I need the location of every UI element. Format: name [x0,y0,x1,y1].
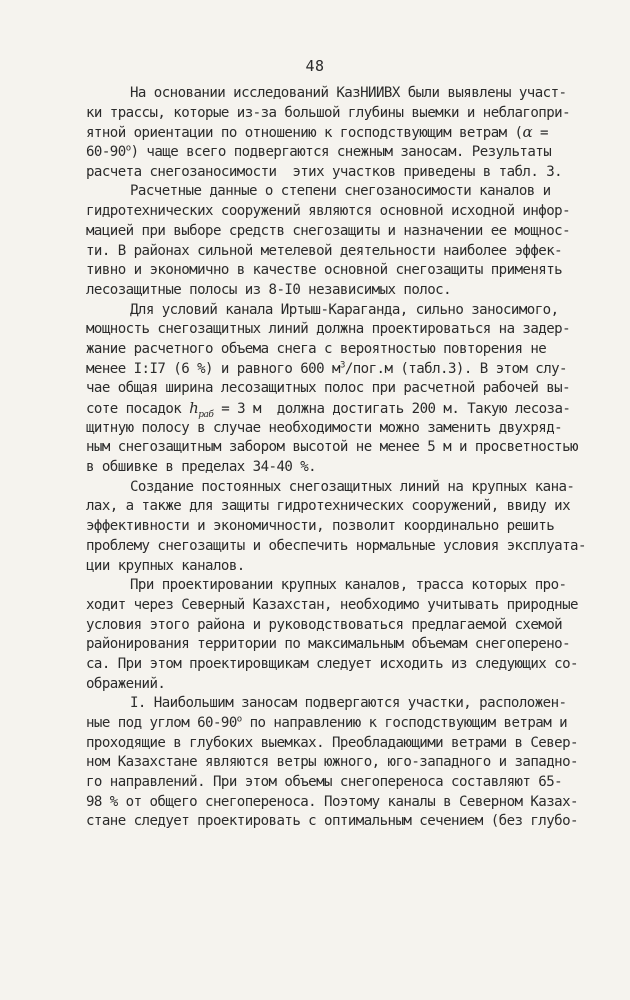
text-line: лесозащитные полосы из 8-I0 независимых полос. [86,281,452,298]
text-segment: /пог.м (табл.3). В этом слу- [344,360,567,377]
text-segment: соте посадок [86,401,190,417]
text-line: стане следует проектировать с оптимальным сечением (без глубо- [86,813,578,830]
alpha-symbol: α [522,123,533,142]
text-line: ции крупных каналов. [86,557,245,574]
text-line: расчета снегозаносимости этих участков приведены в табл. 3. [86,163,563,180]
text-line: условия этого района и руководствоваться предлагаемой схемой [86,616,563,633]
text-line: Для условий канала Иртыш-Караганда, сильно заносимого, [130,301,559,318]
text-line [86,360,606,380]
page-number: 48 [305,57,325,75]
text-line: щитную полосу в случае необходимости можно заменить двухряд- [86,419,563,436]
text-segment: = [532,125,548,142]
text-segment: менее I:I7 (6 %) и равного 600 м [86,360,340,377]
paragraph-6 [86,694,606,832]
text-segment: = 3 м должна достигать 200 м. Такую лесоза- [213,401,571,417]
text-line: ном Казахстане являются ветры южного, юго-западного и западно- [86,754,578,771]
paragraph-1 [86,84,606,182]
text-line: ходит через Северный Казахстан, необходимо учитывать природные [86,596,578,613]
paragraph-5 [86,576,606,694]
text-line: проходящие в глубоких выемках. Преобладающими ветрами в Север- [86,734,578,751]
text-line [86,123,606,143]
text-line: ки трассы, которые из-за большой глубины выемки и неблагопри- [86,104,571,121]
text-line: ти. В районах сильной метелевой деятельности наиболее эффек- [86,242,563,259]
body-text [86,84,606,832]
cubic-superscript: 3 [339,359,345,370]
text-line: тивно и экономично в качестве основной снегозащиты применять [86,262,563,279]
text-line: мацией при выборе средств снегозащиты и назначении ее мощнос- [86,222,571,239]
h-symbol: h [189,399,199,417]
text-line: Расчетные данные о степени снегозаносимости каналов и [130,183,551,200]
text-line [86,714,606,734]
text-segment: ные под углом 60-90 [86,715,237,731]
text-line: районирования территории по максимальным объемам снегоперено- [86,636,571,653]
text-segment: ) чаще всего подвергаются снежным заносам. Результаты [130,144,552,161]
text-line: ным снегозащитным забором высотой не менее 5 м и просветностью [86,439,578,456]
text-line: гидротехнических сооружений являются основной исходной инфор- [86,203,571,220]
text-line [86,143,606,163]
degree-superscript: о [125,143,131,154]
text-line: На основании исследований КазНИИВХ были выявлены участ- [130,85,567,101]
text-segment: по направлению к господствующим ветрам и [241,715,567,731]
text-line: в обшивке в пределах 34-40 %. [86,459,317,476]
text-line: I. Наибольшим заносам подвергаются участки, расположен- [130,695,567,712]
text-line: При проектировании крупных каналов, трасса которых про- [130,577,567,594]
text-line: ображений. [86,675,166,692]
degree-superscript: о [236,714,242,725]
text-line [86,399,606,419]
paragraph-2 [86,182,606,300]
paragraph-4 [86,478,606,576]
text-line: мощность снегозащитных линий должна проектироваться на задер- [86,321,571,338]
text-line: лах, а также для защиты гидротехнических сооружений, ввиду их [86,498,571,515]
text-line: эффективности и экономичности, позволит координально решить [86,518,555,535]
text-line: са. При этом проектировщикам следует исходить из следующих со- [86,655,578,672]
text-line: проблему снегозащиты и обеспечить нормальные условия эксплуата- [86,537,586,554]
text-line: жание расчетного объема снега с вероятностью повторения не [86,340,547,357]
text-line: чае общая ширина лесозащитных полос при расчетной рабочей вы- [86,380,571,397]
text-segment: 60-90 [86,144,126,161]
h-subscript: раб [198,409,214,420]
text-line: Создание постоянных снегозащитных линий на крупных кана- [130,478,575,495]
text-segment: ятной ориентации по отношению к господствующим ветрам ( [86,125,523,142]
paragraph-3 [86,301,606,478]
text-line: го направлений. При этом объемы снегопереноса составляют 65- [86,774,563,791]
text-line: 98 % от общего снегопереноса. Поэтому каналы в Северном Казах- [86,793,578,810]
